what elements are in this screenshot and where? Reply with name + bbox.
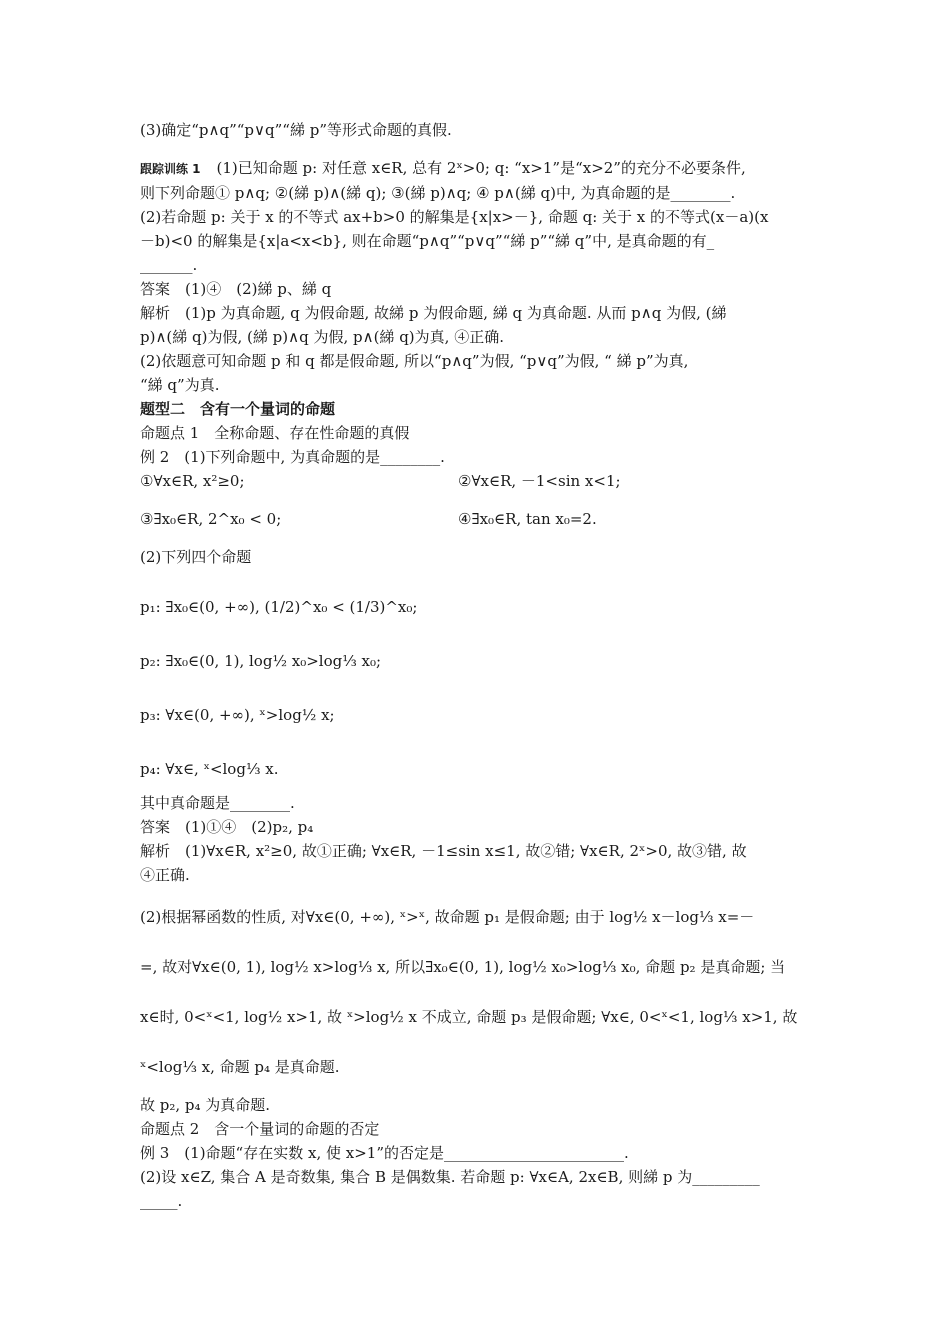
- text-line: 例 2 (1)下列命题中, 为真命题的是________.: [140, 448, 445, 466]
- text-line: _______.: [140, 256, 198, 274]
- document-body: [140, 118, 820, 1213]
- proposition-p1: p₁: ∃x₀∈(0, +∞), (1/2)^x₀ < (1/3)^x₀;: [140, 598, 418, 616]
- text-line: p)∧(綈 q)为假, (綈 p)∧q 为假, p∧(綈 q)为真, ④正确.: [140, 328, 504, 346]
- text-line: (2)根据幂函数的性质, 对∀x∈(0, +∞), ˣ>ˣ, 故命题 p₁ 是假命题; 由于 log½ x－log⅓ x=－: [140, 908, 755, 926]
- option-3: ③∃x₀∈R, 2^x₀ < 0;: [140, 510, 282, 528]
- text-line: ˣ<log⅓ x, 命题 p₄ 是真命题.: [140, 1058, 340, 1076]
- answer-line: 答案 (1)④ (2)綈 p、綈 q: [140, 280, 332, 298]
- text-line: x∈时, 0<ˣ<1, log½ x>1, 故 ˣ>log½ x 不成立, 命题 p₃ 是假命题; ∀x∈, 0<ˣ<1, log⅓ x>1, 故: [140, 1008, 798, 1026]
- text-line: (2)依题意可知命题 p 和 q 都是假命题, 所以“p∧q”为假, “p∨q”为假, “ 綈 p”为真,: [140, 352, 689, 370]
- option-1: ①∀x∈R, x²≥0;: [140, 472, 245, 490]
- text-line: －b)<0 的解集是{x|a<x<b}, 则在命题“p∧q”“p∨q”“綈 p”“綈 q”中, 是真命题的有_: [140, 232, 715, 250]
- proposition-p3: p₃: ∀x∈(0, +∞), ˣ>log½ x;: [140, 706, 335, 724]
- text-line: _____.: [140, 1192, 183, 1210]
- answer-line: 答案 (1)①④ (2)p₂, p₄: [140, 818, 314, 836]
- text-line: 命题点 2 含一个量词的命题的否定: [140, 1120, 380, 1138]
- text-line: 则下列命题① p∧q; ②(綈 p)∧(綈 q); ③(綈 p)∧q; ④ p∧(綈 q)中, 为真命题的是________.: [140, 184, 736, 202]
- options-row: [140, 507, 820, 531]
- options-row: [140, 469, 820, 493]
- proposition-p4: p₄: ∀x∈, ˣ<log⅓ x.: [140, 760, 279, 778]
- text-line: (2)下列四个命题: [140, 548, 252, 566]
- text-line: (2)设 x∈Z, 集合 A 是奇数集, 集合 B 是偶数集. 若命题 p: ∀x∈A, 2x∈B, 则綈 p 为_________: [140, 1168, 760, 1186]
- text-line: 例 3 (1)命题“存在实数 x, 使 x>1”的否定是________________________.: [140, 1144, 629, 1162]
- section-heading: 题型二 含有一个量词的命题: [140, 400, 336, 418]
- text-line: 解析 (1)p 为真命题, q 为假命题, 故綈 p 为假命题, 綈 q 为真命题. 从而 p∧q 为假, (綈: [140, 304, 727, 322]
- text-line: “綈 q”为真.: [140, 376, 220, 394]
- proposition-p2: p₂: ∃x₀∈(0, 1), log½ x₀>log⅓ x₀;: [140, 652, 382, 670]
- text-line: =, 故对∀x∈(0, 1), log½ x>log⅓ x, 所以∃x₀∈(0, 1), log½ x₀>log⅓ x₀, 命题 p₂ 是真命题; 当: [140, 958, 786, 976]
- option-4: ④∃x₀∈R, tan x₀=2.: [458, 510, 597, 528]
- text-line: (2)若命题 p: 关于 x 的不等式 ax+b>0 的解集是{x|x>－}, 命题 q: 关于 x 的不等式(x－a)(x: [140, 208, 769, 226]
- text-line: 解析 (1)∀x∈R, x²≥0, 故①正确; ∀x∈R, －1≤sin x≤1, 故②错; ∀x∈R, 2ˣ>0, 故③错, 故: [140, 842, 747, 860]
- text-line: 故 p₂, p₄ 为真命题.: [140, 1096, 271, 1114]
- text-line: ④正确.: [140, 866, 190, 884]
- exercise-tag: 跟踪训练 1: [140, 162, 201, 176]
- text-line: 命题点 1 全称命题、存在性命题的真假: [140, 424, 410, 442]
- text-line: (3)确定“p∧q”“p∨q”“綈 p”等形式命题的真假.: [140, 121, 452, 139]
- text-line: 跟踪训练 1 (1)已知命题 p: 对任意 x∈R, 总有 2ˣ>0; q: “x>1”是“x>2”的充分不必要条件,: [140, 159, 746, 177]
- option-2: ②∀x∈R, －1<sin x<1;: [458, 472, 621, 490]
- text-line: 其中真命题是________.: [140, 794, 295, 812]
